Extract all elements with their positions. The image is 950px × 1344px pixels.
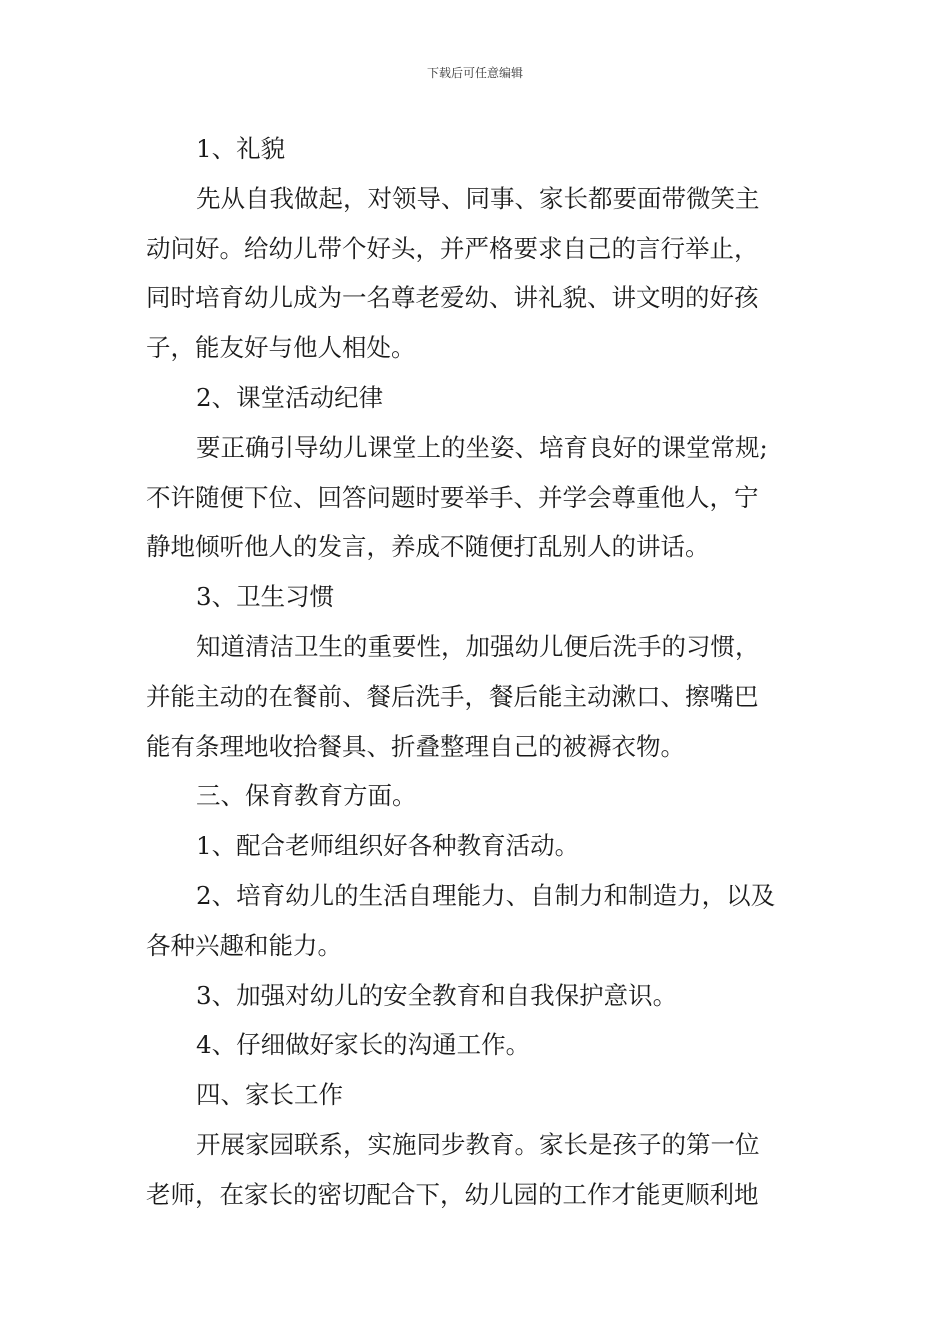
paragraph-line: 不许随便下位、回答问题时要举手、并学会尊重他人，宁	[146, 482, 759, 512]
list-item: 2、培育幼儿的生活自理能力、自制力和制造力，以及	[196, 880, 776, 910]
paragraph-line: 动问好。给幼儿带个好头，并严格要求自己的言行举止，	[146, 233, 759, 263]
paragraph-line: 同时培育幼儿成为一名尊老爱幼、讲礼貌、讲文明的好孩	[146, 283, 759, 313]
paragraph-line: 老师，在家长的密切配合下，幼儿园的工作才能更顺利地	[146, 1179, 759, 1209]
paragraph-line: 能有条理地收拾餐具、折叠整理自己的被褥衣物。	[146, 731, 685, 761]
section-heading-etiquette: 1、礼貌	[196, 134, 286, 163]
paragraph-line: 要正确引导幼儿课堂上的坐姿、培育良好的课堂常规;	[196, 432, 768, 462]
section-heading-classroom-discipline: 2、课堂活动纪律	[196, 382, 384, 412]
paragraph-line: 知道清洁卫生的重要性，加强幼儿便后洗手的习惯，	[196, 631, 760, 661]
paragraph-line: 静地倾听他人的发言，养成不随便打乱别人的讲话。	[146, 532, 710, 562]
paragraph-line: 先从自我做起，对领导、同事、家长都要面带微笑主	[196, 183, 760, 213]
section-heading-childcare-education: 三、保育教育方面。	[196, 781, 417, 811]
section-heading-parent-work: 四、家长工作	[196, 1080, 343, 1110]
paragraph-line: 并能主动的在餐前、餐后洗手，餐后能主动漱口、擦嘴巴	[146, 681, 759, 711]
document-body	[146, 124, 808, 1220]
page-header: 下载后可任意编辑	[426, 66, 523, 80]
list-item: 1、配合老师组织好各种教育活动。	[196, 831, 580, 861]
section-heading-hygiene: 3、卫生习惯	[196, 582, 335, 612]
list-item: 4、仔细做好家长的沟通工作。	[196, 1030, 531, 1060]
paragraph-line: 开展家园联系，实施同步教育。家长是孩子的第一位	[196, 1129, 760, 1159]
list-item-continuation: 各种兴趣和能力。	[146, 930, 342, 960]
list-item: 3、加强对幼儿的安全教育和自我保护意识。	[196, 980, 678, 1010]
paragraph-line: 子，能友好与他人相处。	[146, 333, 416, 363]
